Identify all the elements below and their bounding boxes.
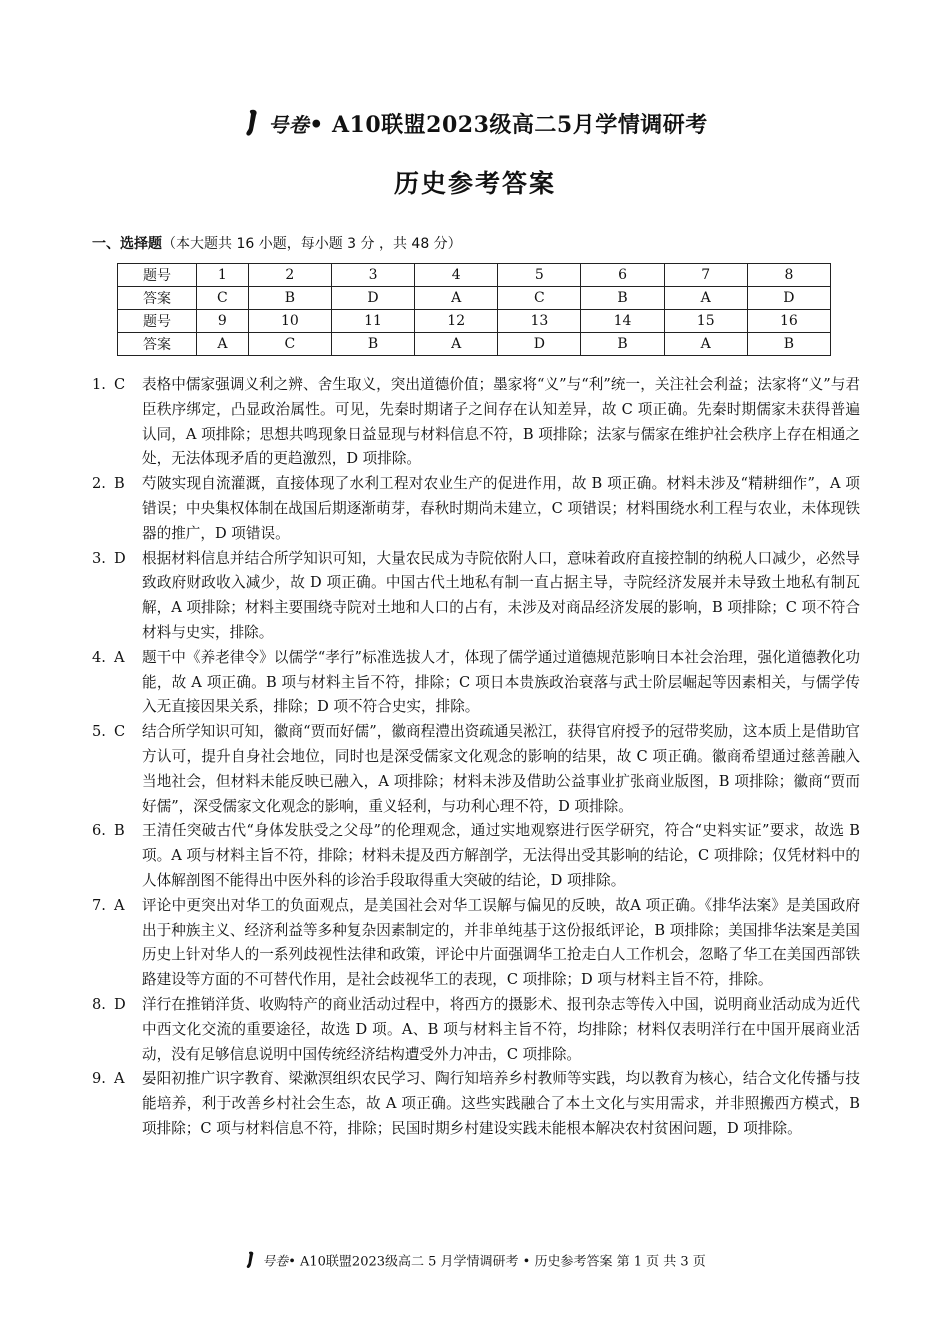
item-text: 结合所学知识可知，徽商“贾而好儒”，徽商程澧出资疏通吴淞江，获得官府授予的冠带奖励，这本质上是借助官方认可，提升自身社会地位，同时也是深受儒家文化观念的影响的结果，故 C 项正确。徽商希望通过慈善融入当地社会，但材料未能反映已融入，A 项排除；材料未涉及借助公益事业扩张商业版图，B 项排除；徽商“贾而好儒”，深受儒家文化观念的影响，重义轻利，与功利心理不符，D 项排除。 bbox=[142, 723, 860, 815]
header-title bbox=[0, 108, 950, 144]
item-number: 8. bbox=[92, 995, 106, 1013]
row-label: 答案 bbox=[118, 333, 197, 356]
table-cell: 12 bbox=[415, 310, 498, 333]
table-cell: A bbox=[664, 333, 747, 356]
item-answer: D bbox=[114, 549, 126, 567]
table-cell: A bbox=[415, 333, 498, 356]
item-text: 芍陂实现自流灌溉，直接体现了水利工程对农业生产的促进作用，故 B 项正确。材料未涉及“精耕细作”，A 项错误；中央集权体制在战国后期逐渐萌芽，春秋时期尚未建立，C 项错误；材料围绕水利工程与农业，未体现铁器的推广，D 项错误。 bbox=[142, 475, 860, 542]
item-answer: A bbox=[114, 1070, 125, 1088]
table-cell: 10 bbox=[248, 310, 331, 333]
item-answer: A bbox=[114, 896, 125, 914]
footer-logo bbox=[244, 1250, 258, 1274]
list-item bbox=[92, 472, 860, 546]
table-cell: C bbox=[498, 287, 581, 310]
table-cell: 11 bbox=[331, 310, 414, 333]
table-row bbox=[118, 310, 831, 333]
exam-title: • A10联盟2023级高二5月学情调研考 bbox=[309, 112, 708, 138]
footer-text: • A10联盟2023级高二 5 月学情调研考 • 历史参考答案 第 1 页 共 3 页 bbox=[288, 1254, 706, 1270]
brand-logo bbox=[242, 108, 264, 144]
table-cell: 3 bbox=[331, 264, 414, 287]
list-item bbox=[92, 373, 860, 472]
list-item bbox=[92, 894, 860, 993]
table-cell: A bbox=[197, 333, 249, 356]
item-text: 题干中《养老律令》以儒学“孝行”标准选拔人才，体现了儒学通过道德规范影响日本社会治理，强化道德教化功能，故 A 项正确。B 项与材料主旨不符，排除；C 项日本贵族政治衰落与武士阶层崛起等因素相关，与儒学传入无直接因果关系，排除；D 项不符合史实，排除。 bbox=[142, 648, 860, 716]
list-item bbox=[92, 720, 860, 819]
item-text: 根据材料信息并结合所学知识可知，大量农民成为寺院依附人口，意味着政府直接控制的纳税人口减少，必然导致政府财政收入减少，故 D 项正确。中国古代土地私有制一直占据主导，寺院经济发展并未导致土地私有制瓦解，A 项排除；材料主要围绕寺院对土地和人口的占有，未涉及对商品经济发展的影响，B 项排除；C 项不符合材料与史实，排除。 bbox=[142, 549, 860, 641]
table-cell: C bbox=[197, 287, 249, 310]
row-label: 题号 bbox=[118, 264, 197, 287]
table-cell: 15 bbox=[664, 310, 747, 333]
list-item bbox=[92, 819, 860, 893]
item-number: 4. bbox=[92, 648, 106, 666]
table-cell: B bbox=[747, 333, 830, 356]
footer-logo-text: 号卷 bbox=[262, 1254, 289, 1270]
item-number: 5. bbox=[92, 723, 106, 741]
item-number: 2. bbox=[92, 475, 106, 493]
table-cell: B bbox=[331, 333, 414, 356]
table-cell: 6 bbox=[581, 264, 664, 287]
section-note: （本大题共 16 小题，每小题 3 分 ，共 48 分） bbox=[162, 236, 462, 252]
list-item bbox=[92, 1067, 860, 1141]
table-row bbox=[118, 333, 831, 356]
row-label: 答案 bbox=[118, 287, 197, 310]
item-answer: B bbox=[114, 475, 125, 493]
table-cell: B bbox=[248, 287, 331, 310]
item-answer: D bbox=[114, 995, 126, 1013]
table-cell: 8 bbox=[747, 264, 830, 287]
list-item bbox=[92, 993, 860, 1067]
item-answer: A bbox=[114, 648, 125, 666]
table-cell: 9 bbox=[197, 310, 249, 333]
item-number: 6. bbox=[92, 822, 106, 840]
table-cell: D bbox=[331, 287, 414, 310]
table-cell: B bbox=[581, 333, 664, 356]
table-cell: C bbox=[248, 333, 331, 356]
item-number: 9. bbox=[92, 1070, 106, 1088]
item-text: 洋行在推销洋货、收购特产的商业活动过程中，将西方的摄影术、报刊杂志等传入中国，说明商业活动成为近代中西文化交流的重要途径，故选 D 项。A、B 项与材料主旨不符，均排除；材料仅表明洋行在中国开展商业活动，没有足够信息说明中国传统经济结构遭受外力冲击，C 项排除。 bbox=[142, 995, 860, 1063]
table-cell: 13 bbox=[498, 310, 581, 333]
item-number: 7. bbox=[92, 896, 106, 914]
item-answer: B bbox=[114, 822, 125, 840]
brand-logo-text: 号卷 bbox=[268, 113, 310, 137]
row-label: 题号 bbox=[118, 310, 197, 333]
table-row bbox=[118, 287, 831, 310]
brush-stroke-icon bbox=[242, 108, 264, 138]
answer-table bbox=[117, 263, 831, 356]
page-subtitle: 历史参考答案 bbox=[393, 169, 556, 198]
page-footer bbox=[0, 1250, 950, 1274]
brush-stroke-icon bbox=[244, 1250, 258, 1270]
table-cell: 1 bbox=[197, 264, 249, 287]
table-cell: D bbox=[747, 287, 830, 310]
table-cell: 14 bbox=[581, 310, 664, 333]
item-text: 评论中更突出对华工的负面观点，是美国社会对华工误解与偏见的反映，故A 项正确。《排华法案》是美国政府出于种族主义、经济利益等多种复杂因素制定的，并非单纯基于这份报纸评论，B 项排除；美国排华法案是美国历史上针对华人的一系列歧视性法律和政策，评论中片面强调华工抢走白人工作机会，忽略了华工在美国西部铁路建设等方面的不可替代作用，是社会歧视华工的表现，C 项排除；D 项与材料主旨不符，排除。 bbox=[142, 896, 860, 989]
item-answer: C bbox=[114, 376, 126, 393]
table-cell: 2 bbox=[248, 264, 331, 287]
table-cell: B bbox=[581, 287, 664, 310]
table-cell: 5 bbox=[498, 264, 581, 287]
section-title: 一、选择题 bbox=[92, 236, 162, 252]
table-row bbox=[118, 264, 831, 287]
table-cell: A bbox=[664, 287, 747, 310]
list-item bbox=[92, 547, 860, 646]
section-heading bbox=[92, 233, 462, 253]
item-answer: C bbox=[114, 723, 126, 741]
item-number: 1. bbox=[92, 376, 106, 393]
table-cell: 4 bbox=[415, 264, 498, 287]
item-text: 晏阳初推广识字教育、梁漱溟组织农民学习、陶行知培养乡村教师等实践，均以教育为核心，结合文化传播与技能培养，利于改善乡村社会生态，故 A 项正确。这些实践融合了本土文化与实用需求，并非照搬西方模式，B 项排除；C 项与材料信息不符，排除；民国时期乡村建设实践未能根本解决农村贫困问题，D 项排除。 bbox=[142, 1070, 860, 1137]
table-cell: 16 bbox=[747, 310, 830, 333]
item-text: 表格中儒家强调义利之辨、舍生取义，突出道德价值；墨家将“义”与“利”统一，关注社会利益；法家将“义”与君臣秩序绑定，凸显政治属性。可见，先秦时期诸子之间存在认知差异，故 C 项正确。先秦时期儒家未获得普遍认同，A 项排除；思想共鸣现象日益显现与材料信息不符，B 项排除；法家与儒家在维护社会秩序上存在相通之处，无法体现矛盾的更趋激烈，D 项排除。 bbox=[142, 376, 860, 468]
item-text: 王清任突破古代“身体发肤受之父母”的伦理观念，通过实地观察进行医学研究，符合“史料实证”要求，故选 B 项。A 项与材料主旨不符，排除；材料未提及西方解剖学，无法得出受其影响的结论，C 项排除；仅凭材料中的人体解剖图不能得出中医外科的诊治手段取得重大突破的结论，D 项排除。 bbox=[142, 822, 860, 889]
table-cell: 7 bbox=[664, 264, 747, 287]
item-number: 3. bbox=[92, 549, 106, 567]
list-item bbox=[92, 646, 860, 720]
explanation-list bbox=[92, 373, 860, 1142]
table-cell: D bbox=[498, 333, 581, 356]
table-cell: A bbox=[415, 287, 498, 310]
